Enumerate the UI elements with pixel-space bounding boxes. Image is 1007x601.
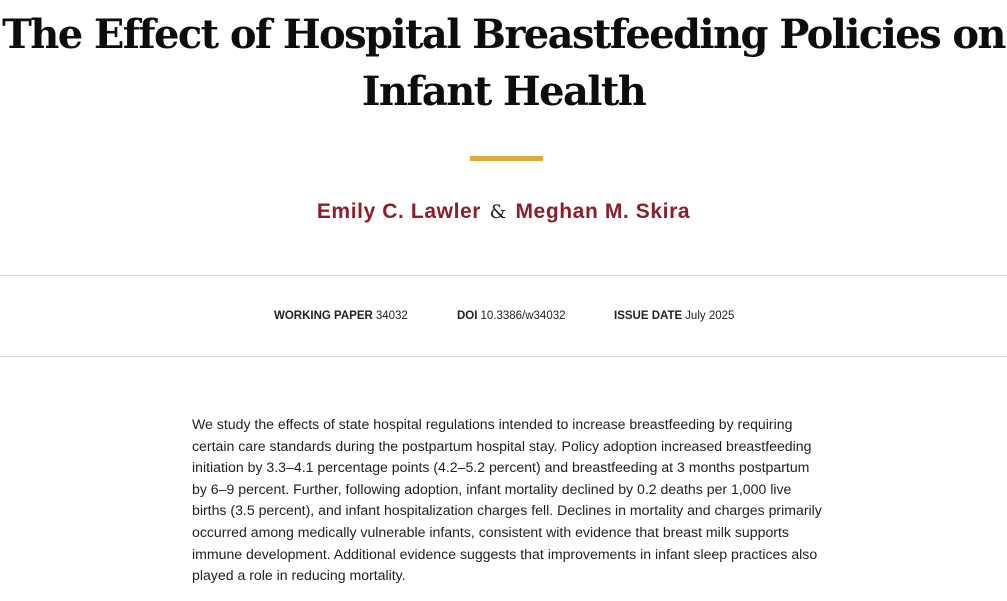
working-paper-number <box>274 308 408 324</box>
doi <box>457 308 566 324</box>
issue-date-label: ISSUE DATE <box>614 310 683 322</box>
meta-divider-top <box>0 275 1007 276</box>
working-paper-value: 34032 <box>375 310 408 322</box>
working-paper-label: WORKING PAPER <box>274 310 373 322</box>
issue-date <box>614 308 734 324</box>
meta-divider-bottom <box>0 356 1007 357</box>
doi-value: 10.3386/w34032 <box>480 310 566 322</box>
doi-label: DOI <box>457 310 478 322</box>
author-separator: & <box>489 201 508 223</box>
author-link-lawler[interactable]: Emily C. Lawler <box>316 200 482 223</box>
issue-date-value: July 2025 <box>685 310 735 322</box>
page-title: The Effect of Hospital Breastfeeding Policies on Infant Health <box>2 11 1005 115</box>
author-link-skira[interactable]: Meghan M. Skira <box>515 200 691 223</box>
abstract-text: We study the effects of state hospital regulations intended to increase breastfeeding by requiring certain care standards during the postpartum hospital stay. Policy adoption increased breastfeeding initiation by 3.3–4.1 percentage points (4.2–5.2 percent) and breastfeeding at 3 months postpartum by 6–9 percent. Further, following adoption, infant mortality declined by 0.2 deaths per 1,000 live births (3.5 percent), and infant hospitalization charges fell. Declines in mortality and charges primarily occurred among medically vulnerable infants, consistent with evidence that breast milk supports immune development. Additional evidence suggests that improvements in infant sleep practices also played a role in reducing mortality. <box>192 416 822 584</box>
accent-rule <box>470 156 543 161</box>
author-list <box>0 198 1007 226</box>
